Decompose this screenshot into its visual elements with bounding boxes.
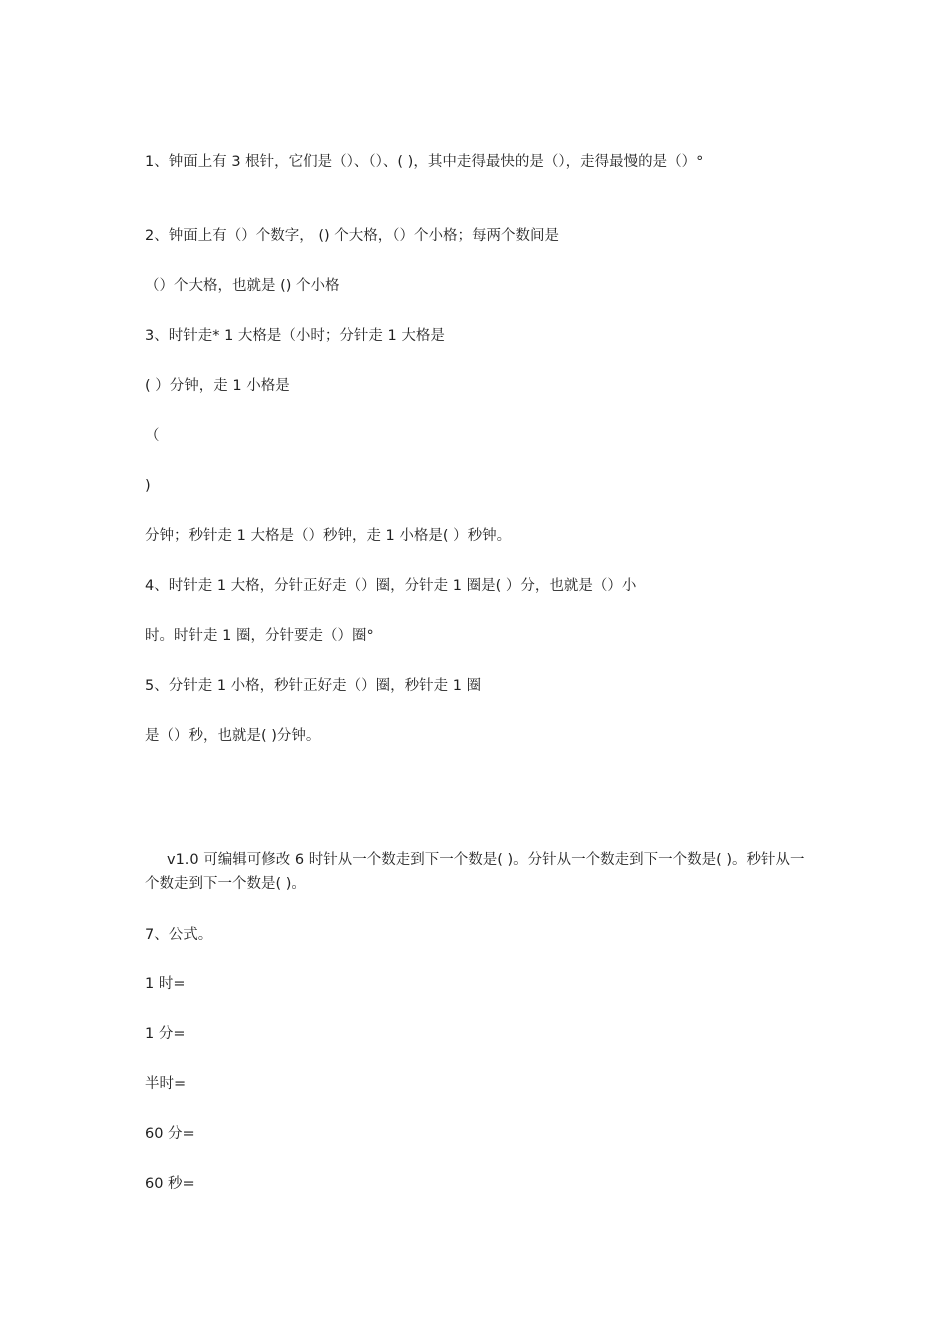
formula-1-hour: 1 时= [145, 976, 186, 992]
question-3-line-5: 分钟；秒针走 1 大格是（）秒钟，走 1 小格是( ）秒钟。 [145, 528, 512, 544]
question-3-line-1: 3、时针走* 1 大格是（小时；分针走 1 大格是 [145, 328, 445, 344]
formula-half-hour: 半时= [145, 1076, 187, 1092]
question-3-line-4: ) [145, 478, 151, 494]
question-2-line-2: （）个大格，也就是 () 个小格 [145, 278, 340, 294]
question-7-heading: 7、公式。 [145, 927, 213, 943]
question-6: v1.0 可编辑可修改 6 时针从一个数走到下一个数是( )。分针从一个数走到下一个数是( )。秒针从一个数走到下一个数是( )。 [145, 852, 805, 892]
formula-60-seconds: 60 秒= [145, 1176, 195, 1192]
question-4-line-1: 4、时针走 1 大格，分针正好走（）圈，分针走 1 圈是( ）分，也就是（）小 [145, 578, 637, 594]
question-3-line-3: （ [145, 428, 160, 444]
question-2-line-1: 2、钟面上有（）个数字， () 个大格，（）个小格；每两个数间是 [145, 228, 560, 244]
question-5-line-2: 是（）秒，也就是( )分钟。 [145, 728, 321, 744]
question-3-line-2: ( ）分钟，走 1 小格是 [145, 378, 290, 394]
question-4-line-2: 时。时针走 1 圈，分针要走（）圈° [145, 628, 374, 644]
question-1: 1、钟面上有 3 根针，它们是（）、（）、( )，其中走得最快的是（），走得最慢的是（）° [145, 154, 704, 170]
formula-60-minutes: 60 分= [145, 1126, 195, 1142]
question-5-line-1: 5、分针走 1 小格，秒针正好走（）圈，秒针走 1 圈 [145, 678, 482, 694]
formula-1-minute: 1 分= [145, 1026, 186, 1042]
